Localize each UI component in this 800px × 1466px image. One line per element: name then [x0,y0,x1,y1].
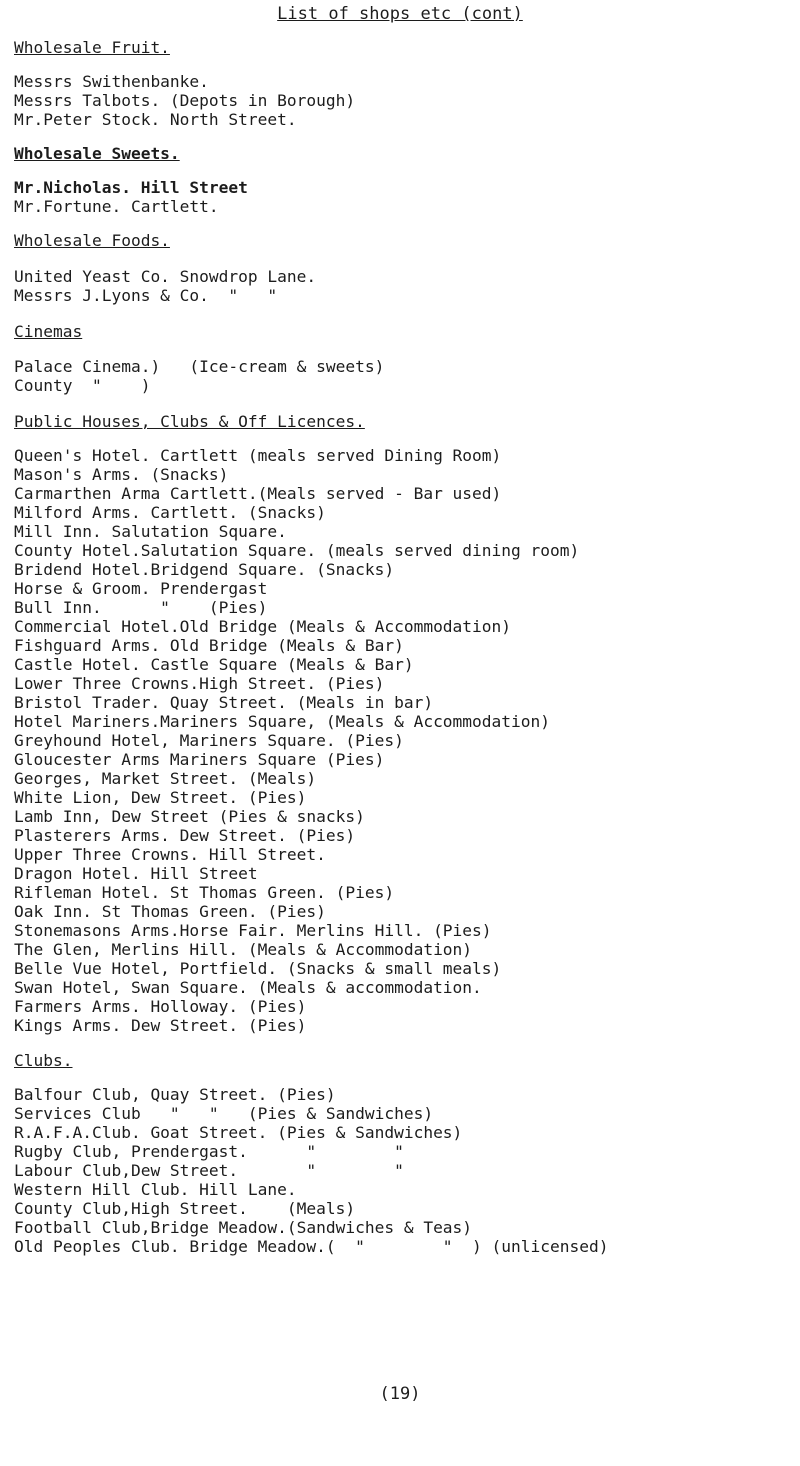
list-item: Fishguard Arms. Old Bridge (Meals & Bar) [14,636,404,655]
list-item: R.A.F.A.Club. Goat Street. (Pies & Sandwiches) [14,1123,463,1142]
list-item: County Hotel.Salutation Square. (meals served dining room) [14,541,580,560]
list-item: Palace Cinema.) (Ice-cream & sweets) [14,357,385,376]
list-item: Queen's Hotel. Cartlett (meals served Dining Room) [14,446,502,465]
list-item: Gloucester Arms Mariners Square (Pies) [14,750,385,769]
list-item: Bristol Trader. Quay Street. (Meals in bar) [14,693,434,712]
list-item: Messrs J.Lyons & Co. " " [14,286,278,305]
list-item: Old Peoples Club. Bridge Meadow.( " " ) (unlicensed) [14,1237,609,1256]
list-item: Bridend Hotel.Bridgend Square. (Snacks) [14,560,395,579]
list-item: Horse & Groom. Prendergast [14,579,268,598]
list-item: Stonemasons Arms.Horse Fair. Merlins Hill. (Pies) [14,921,492,940]
list-item: Hotel Mariners.Mariners Square, (Meals & Accommodation) [14,712,551,731]
list-item: Labour Club,Dew Street. " " [14,1161,404,1180]
page-number: (19) [379,1384,421,1404]
list-item: Dragon Hotel. Hill Street [14,864,258,883]
list-item: Mr.Fortune. Cartlett. [14,197,219,216]
list-item: Plasterers Arms. Dew Street. (Pies) [14,826,356,845]
list-item: County Club,High Street. (Meals) [14,1199,356,1218]
list-item: Upper Three Crowns. Hill Street. [14,845,326,864]
list-item: The Glen, Merlins Hill. (Meals & Accommodation) [14,940,473,959]
list-item: Farmers Arms. Holloway. (Pies) [14,997,307,1016]
list-item: County " ) [14,376,151,395]
list-item: Kings Arms. Dew Street. (Pies) [14,1016,307,1035]
list-item: Carmarthen Arma Cartlett.(Meals served - Bar used) [14,484,502,503]
list-item: Belle Vue Hotel, Portfield. (Snacks & small meals) [14,959,502,978]
list-item: Messrs Swithenbanke. [14,72,209,91]
section-heading-wholesale-foods: Wholesale Foods. [14,231,170,250]
list-item: Football Club,Bridge Meadow.(Sandwiches & Teas) [14,1218,473,1237]
list-item: White Lion, Dew Street. (Pies) [14,788,307,807]
list-item: Georges, Market Street. (Meals) [14,769,317,788]
list-item: Milford Arms. Cartlett. (Snacks) [14,503,326,522]
list-item: Mill Inn. Salutation Square. [14,522,287,541]
list-item: Messrs Talbots. (Depots in Borough) [14,91,356,110]
list-item: Oak Inn. St Thomas Green. (Pies) [14,902,326,921]
list-item: Mason's Arms. (Snacks) [14,465,229,484]
list-item: Rifleman Hotel. St Thomas Green. (Pies) [14,883,395,902]
page-title: List of shops etc (cont) [277,4,523,24]
list-item: United Yeast Co. Snowdrop Lane. [14,267,317,286]
list-item: Balfour Club, Quay Street. (Pies) [14,1085,336,1104]
list-item: Swan Hotel, Swan Square. (Meals & accommodation. [14,978,482,997]
list-item: Western Hill Club. Hill Lane. [14,1180,297,1199]
list-item: Services Club " " (Pies & Sandwiches) [14,1104,434,1123]
section-heading-cinemas: Cinemas [14,322,83,341]
section-heading-clubs: Clubs. [14,1051,73,1070]
section-heading-wholesale-sweets: Wholesale Sweets. [14,144,180,163]
list-item: Lamb Inn, Dew Street (Pies & snacks) [14,807,365,826]
section-heading-wholesale-fruit: Wholesale Fruit. [14,38,170,57]
list-item: Bull Inn. " (Pies) [14,598,268,617]
list-item: Commercial Hotel.Old Bridge (Meals & Accommodation) [14,617,512,636]
list-item: Lower Three Crowns.High Street. (Pies) [14,674,385,693]
list-item: Mr.Peter Stock. North Street. [14,110,297,129]
list-item: Castle Hotel. Castle Square (Meals & Bar) [14,655,414,674]
list-item: Greyhound Hotel, Mariners Square. (Pies) [14,731,404,750]
section-heading-public-houses: Public Houses, Clubs & Off Licences. [14,412,365,431]
list-item: Mr.Nicholas. Hill Street [14,178,248,197]
list-item: Rugby Club, Prendergast. " " [14,1142,404,1161]
